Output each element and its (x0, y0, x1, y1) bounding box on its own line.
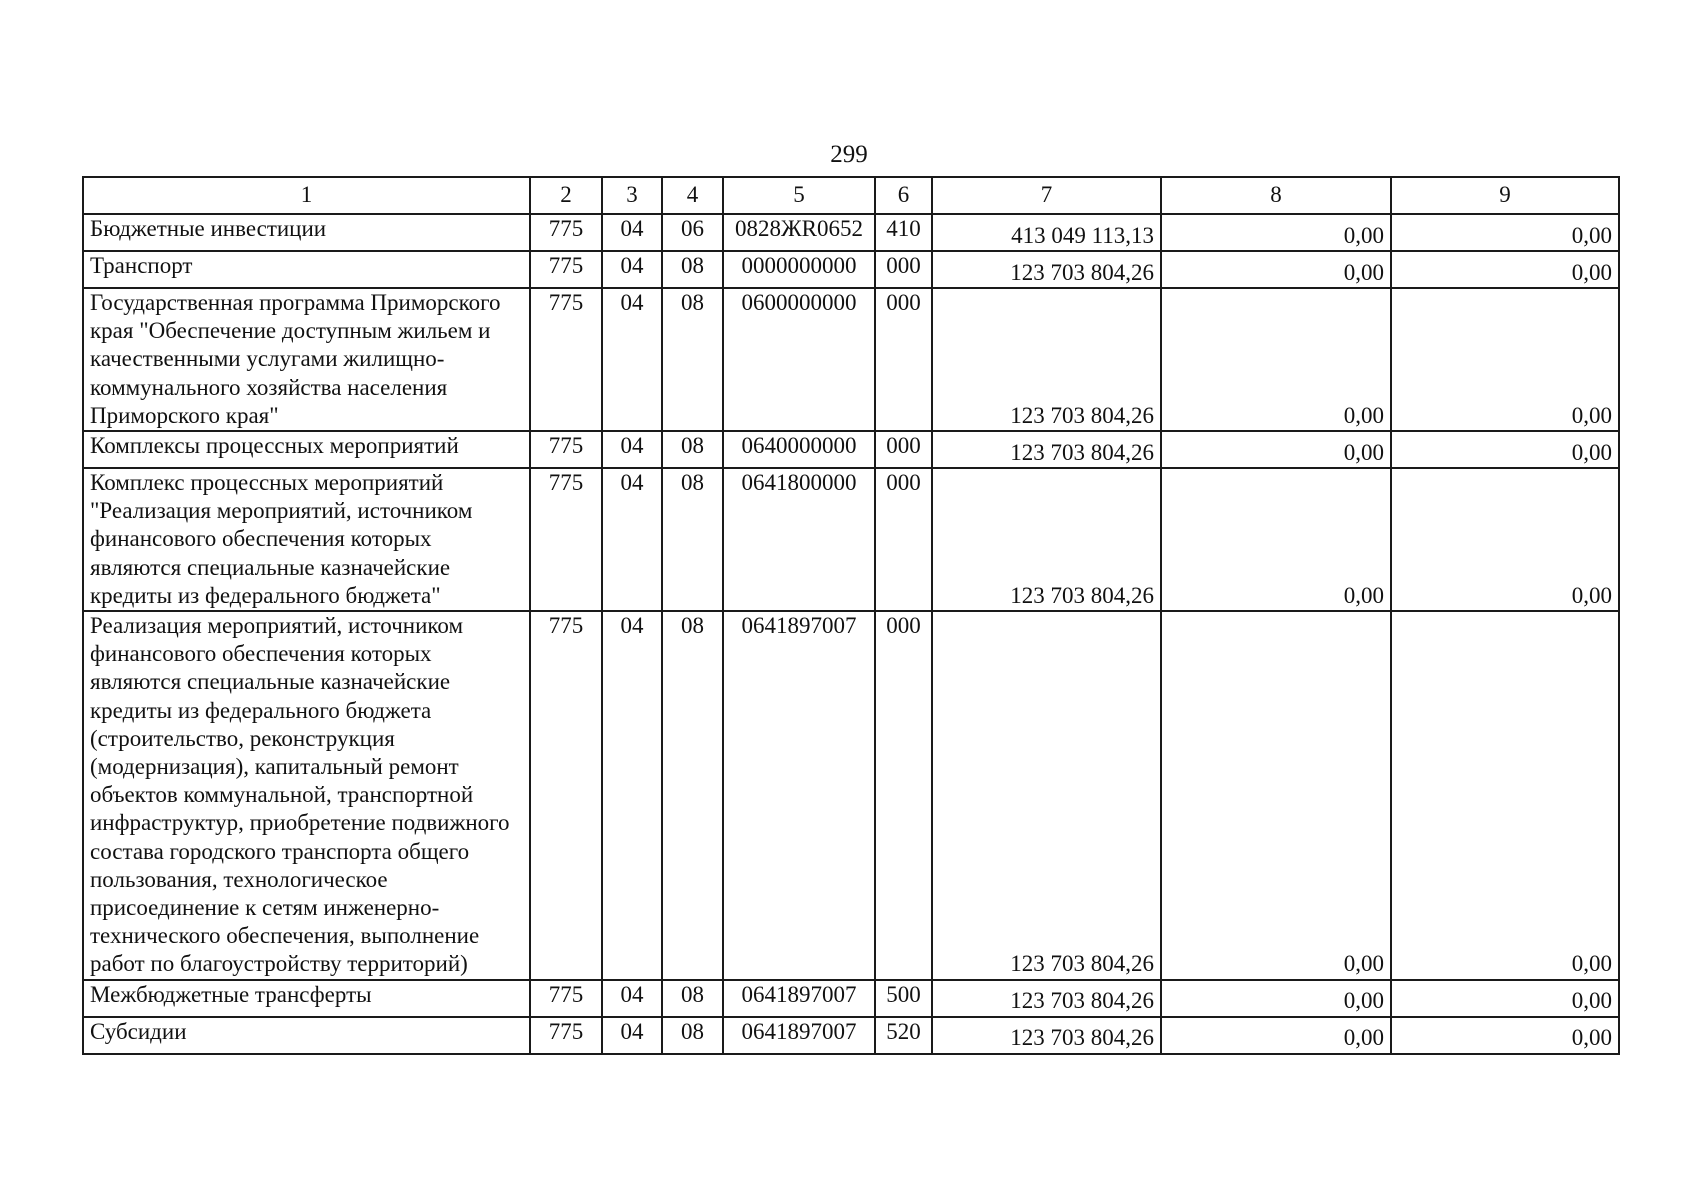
column-header: 2 (530, 177, 602, 214)
code-cell: 04 (602, 1017, 662, 1054)
column-header: 1 (83, 177, 530, 214)
code-cell: 0640000000 (723, 431, 875, 468)
code-cell: 0641897007 (723, 611, 875, 980)
code-cell: 500 (875, 980, 932, 1017)
row-name: Комплексы процессных мероприятий (83, 431, 530, 468)
code-cell: 08 (662, 980, 723, 1017)
amount-cell: 123 703 804,26 (932, 251, 1161, 288)
amount-cell: 123 703 804,26 (932, 468, 1161, 611)
code-cell: 775 (530, 431, 602, 468)
amount-cell: 0,00 (1161, 1017, 1391, 1054)
code-cell: 000 (875, 251, 932, 288)
amount-cell: 0,00 (1161, 468, 1391, 611)
table-row (83, 1017, 1619, 1054)
code-cell: 08 (662, 288, 723, 431)
amount-cell: 0,00 (1161, 214, 1391, 251)
amount-cell: 123 703 804,26 (932, 1017, 1161, 1054)
code-cell: 000 (875, 611, 932, 980)
code-cell: 520 (875, 1017, 932, 1054)
amount-cell: 123 703 804,26 (932, 611, 1161, 980)
table-row (83, 251, 1619, 288)
table-row (83, 431, 1619, 468)
code-cell: 410 (875, 214, 932, 251)
code-cell: 08 (662, 468, 723, 611)
amount-cell: 0,00 (1391, 288, 1619, 431)
code-cell: 000 (875, 468, 932, 611)
amount-cell: 0,00 (1161, 431, 1391, 468)
row-name: Государственная программа Приморского края "Обеспечение доступным жильем и качественными услугами жилищно-коммунального хозяйства населения Приморского края" (83, 288, 530, 431)
code-cell: 775 (530, 468, 602, 611)
code-cell: 000 (875, 288, 932, 431)
code-cell: 775 (530, 980, 602, 1017)
code-cell: 775 (530, 611, 602, 980)
column-header: 9 (1391, 177, 1619, 214)
amount-cell: 413 049 113,13 (932, 214, 1161, 251)
amount-cell: 0,00 (1391, 1017, 1619, 1054)
column-header: 5 (723, 177, 875, 214)
code-cell: 08 (662, 431, 723, 468)
table-row (83, 980, 1619, 1017)
table-row (83, 214, 1619, 251)
code-cell: 08 (662, 611, 723, 980)
code-cell: 0828ЖR0652 (723, 214, 875, 251)
code-cell: 0600000000 (723, 288, 875, 431)
amount-cell: 0,00 (1391, 251, 1619, 288)
amount-cell: 0,00 (1161, 611, 1391, 980)
amount-cell: 123 703 804,26 (932, 288, 1161, 431)
header-row (83, 177, 1619, 214)
code-cell: 0641800000 (723, 468, 875, 611)
table-row (83, 288, 1619, 431)
table-row (83, 468, 1619, 611)
row-name: Субсидии (83, 1017, 530, 1054)
page-number: 299 (830, 141, 868, 168)
code-cell: 04 (602, 251, 662, 288)
column-header: 4 (662, 177, 723, 214)
budget-table (82, 176, 1620, 1055)
code-cell: 04 (602, 431, 662, 468)
row-name: Межбюджетные трансферты (83, 980, 530, 1017)
code-cell: 04 (602, 468, 662, 611)
column-header: 3 (602, 177, 662, 214)
code-cell: 775 (530, 1017, 602, 1054)
code-cell: 08 (662, 1017, 723, 1054)
amount-cell: 0,00 (1161, 251, 1391, 288)
code-cell: 000 (875, 431, 932, 468)
column-header: 6 (875, 177, 932, 214)
amount-cell: 0,00 (1391, 980, 1619, 1017)
row-name: Комплекс процессных мероприятий "Реализация мероприятий, источником финансового обеспечения которых являются специальные казначейские кредиты из федерального бюджета" (83, 468, 530, 611)
row-name: Реализация мероприятий, источником финансового обеспечения которых являются специальные казначейские кредиты из федерального бюджета (строительство, реконструкция (модернизация), капитальный ремонт объектов коммунальной, транспортной инфраструктур, приобретение подвижного состава городского транспорта общего пользования, технологическое присоединение к сетям инженерно-технического обеспечения, выполнение работ по благоустройству территорий) (83, 611, 530, 980)
code-cell: 775 (530, 214, 602, 251)
code-cell: 775 (530, 251, 602, 288)
code-cell: 0641897007 (723, 1017, 875, 1054)
row-name: Транспорт (83, 251, 530, 288)
amount-cell: 0,00 (1391, 214, 1619, 251)
amount-cell: 0,00 (1161, 288, 1391, 431)
code-cell: 0000000000 (723, 251, 875, 288)
column-header: 8 (1161, 177, 1391, 214)
column-header: 7 (932, 177, 1161, 214)
code-cell: 04 (602, 288, 662, 431)
amount-cell: 0,00 (1391, 611, 1619, 980)
amount-cell: 0,00 (1161, 980, 1391, 1017)
code-cell: 04 (602, 214, 662, 251)
code-cell: 04 (602, 980, 662, 1017)
code-cell: 04 (602, 611, 662, 980)
code-cell: 775 (530, 288, 602, 431)
code-cell: 0641897007 (723, 980, 875, 1017)
code-cell: 06 (662, 214, 723, 251)
amount-cell: 0,00 (1391, 468, 1619, 611)
amount-cell: 123 703 804,26 (932, 980, 1161, 1017)
amount-cell: 0,00 (1391, 431, 1619, 468)
code-cell: 08 (662, 251, 723, 288)
amount-cell: 123 703 804,26 (932, 431, 1161, 468)
table-row (83, 611, 1619, 980)
row-name: Бюджетные инвестиции (83, 214, 530, 251)
